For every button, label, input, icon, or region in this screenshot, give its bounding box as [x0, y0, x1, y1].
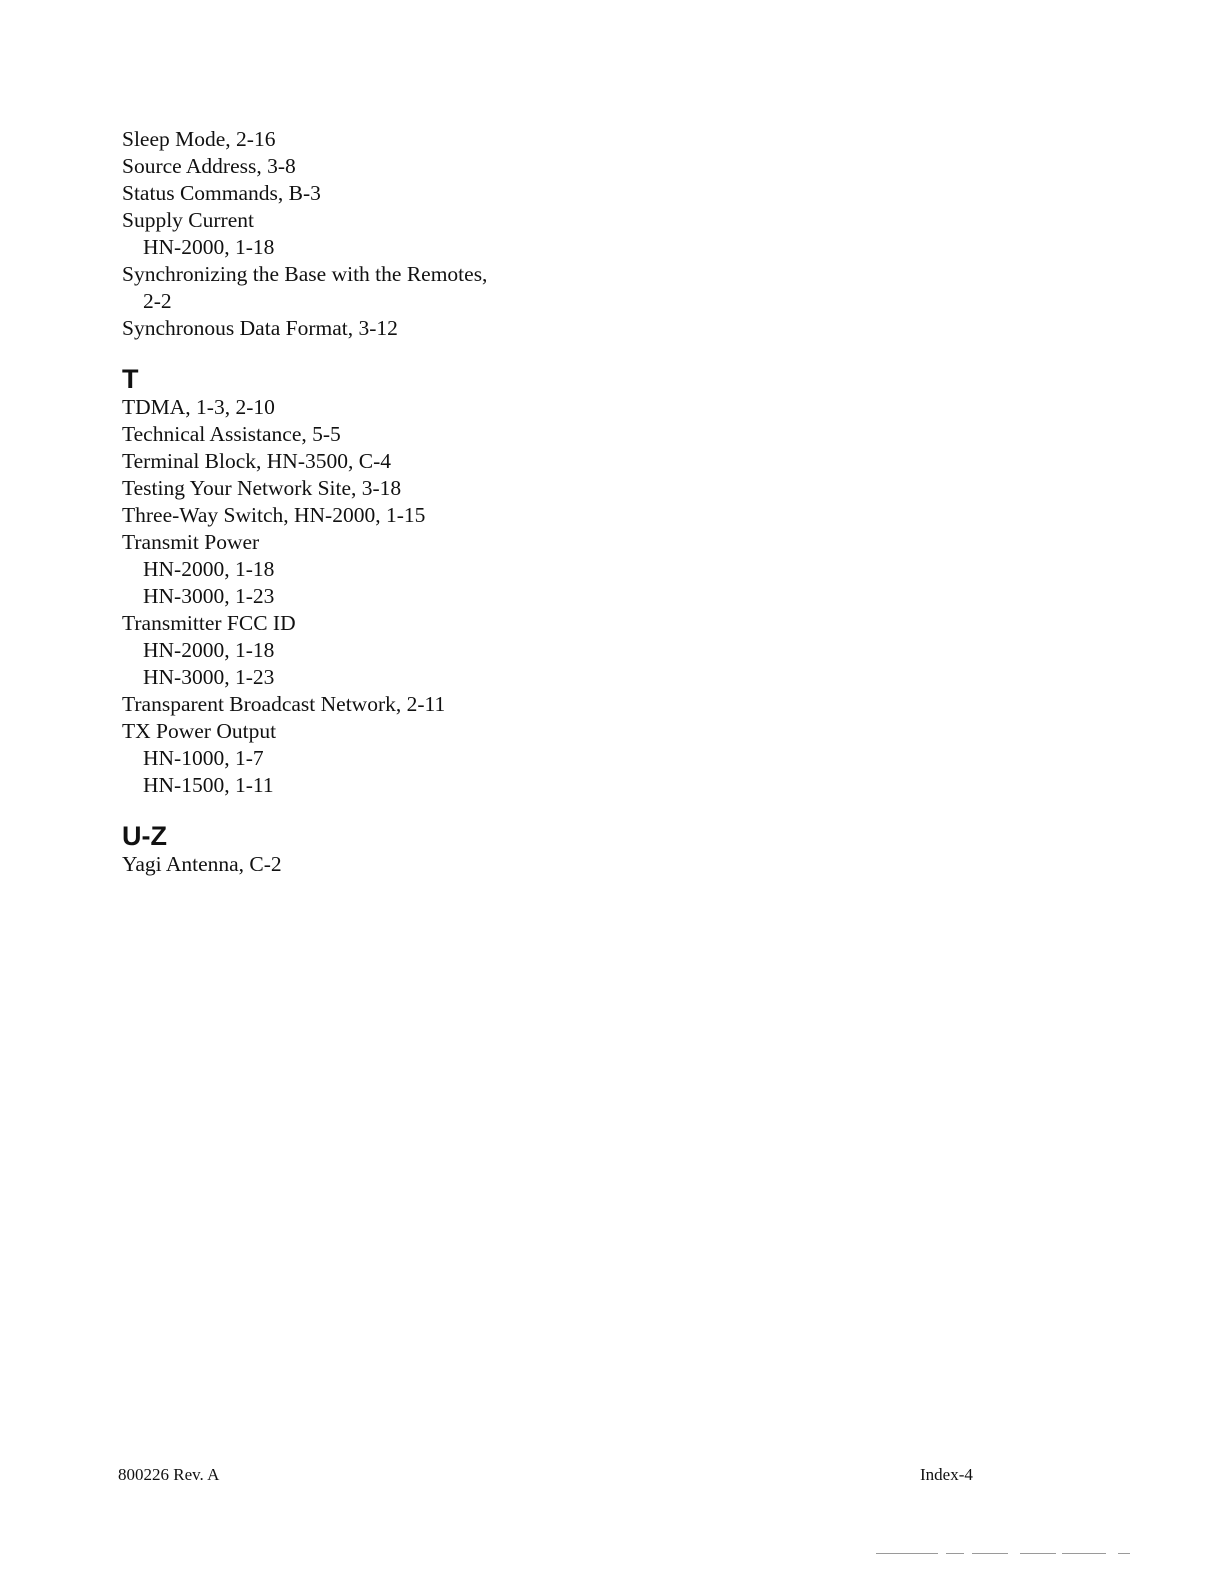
section-heading: U-Z — [122, 821, 167, 851]
scan-artifact-line — [1118, 1553, 1130, 1554]
index-entry: Transparent Broadcast Network, 2-11 — [122, 692, 446, 716]
index-list — [122, 126, 722, 878]
index-entry: Yagi Antenna, C-2 — [122, 852, 282, 876]
index-subentry: HN-3000, 1-23 — [143, 665, 275, 689]
index-entry: TDMA, 1-3, 2-10 — [122, 395, 275, 419]
index-entry: TX Power Output — [122, 719, 277, 743]
index-subentry: HN-3000, 1-23 — [143, 584, 275, 608]
index-entry: Testing Your Network Site, 3-18 — [122, 476, 402, 500]
scan-artifact-line — [946, 1553, 964, 1554]
index-subentry: 2-2 — [143, 289, 172, 313]
index-subentry: HN-2000, 1-18 — [143, 557, 275, 581]
index-entry: Source Address, 3-8 — [122, 154, 296, 178]
index-entry: Status Commands, B-3 — [122, 181, 321, 205]
index-subentry: HN-1000, 1-7 — [143, 746, 264, 770]
scan-artifact-line — [972, 1553, 1008, 1554]
index-entry: Sleep Mode, 2-16 — [122, 127, 276, 151]
index-entry: Technical Assistance, 5-5 — [122, 422, 341, 446]
footer-page-label: Index-4 — [920, 1465, 973, 1484]
scan-artifact-line — [876, 1553, 938, 1554]
index-entry: Three-Way Switch, HN-2000, 1-15 — [122, 503, 426, 527]
index-entry: Synchronizing the Base with the Remotes, — [122, 262, 488, 286]
index-entry: Synchronous Data Format, 3-12 — [122, 316, 398, 340]
index-entry: Terminal Block, HN-3500, C-4 — [122, 449, 391, 473]
index-section — [122, 364, 722, 799]
index-subentry: HN-2000, 1-18 — [143, 235, 275, 259]
footer-doc-number: 800226 Rev. A — [118, 1465, 220, 1484]
index-subentry: HN-1500, 1-11 — [143, 773, 274, 797]
index-section — [122, 126, 722, 342]
index-entry: Transmit Power — [122, 530, 260, 554]
scan-artifact-line — [1062, 1553, 1106, 1554]
section-heading: T — [122, 364, 139, 394]
scan-artifact-line — [1020, 1553, 1056, 1554]
index-section — [122, 821, 722, 878]
index-subentry: HN-2000, 1-18 — [143, 638, 275, 662]
index-entry: Transmitter FCC ID — [122, 611, 296, 635]
index-entry: Supply Current — [122, 208, 254, 232]
